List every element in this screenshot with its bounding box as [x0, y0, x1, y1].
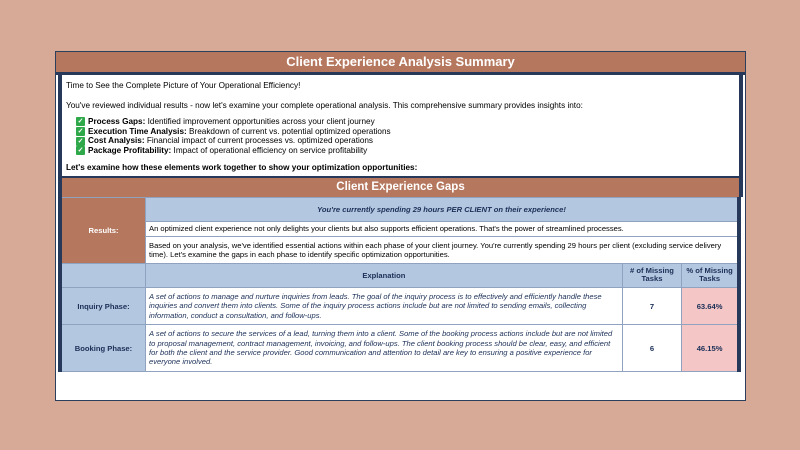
checkmark-icon: ✓: [77, 147, 84, 155]
checkmark-icon: ✓: [77, 137, 84, 145]
missing-count: 6: [622, 325, 681, 372]
results-intro-text: An optimized client experience not only delights your clients but also supports efficient operations. That's the power of streamlined processes.: [146, 222, 740, 236]
missing-count: 7: [622, 287, 681, 324]
missing-percent: 63.64%: [682, 287, 739, 324]
checkmark-icon: ✓: [77, 127, 84, 135]
list-item: ✓ Process Gaps: Identified improvement opportunities across your client journey: [77, 117, 375, 126]
results-headline: You're currently spending 29 hours PER CLIENT on their experience!: [146, 198, 740, 222]
list-item: ✓ Cost Analysis: Financial impact of current processes vs. optimized operations: [77, 136, 374, 146]
results-analysis-text: Based on your analysis, we've identified essential actions within each phase of your client journey. You're currently spending 29 hours per client (excluding service delivery time). Let's examine the gaps in each phase to identify specific optimization opportunities.: [146, 236, 740, 263]
phase-label: Booking Phase:: [60, 325, 146, 372]
analysis-sheet: [55, 51, 746, 401]
section-title-gaps: Client Experience Gaps: [58, 176, 743, 197]
missing-percent: 46.15%: [682, 325, 739, 372]
gaps-table: [58, 197, 741, 371]
page-title: Client Experience Analysis Summary: [56, 52, 745, 75]
intro-description: You've reviewed individual results - now let's examine your complete operational analysis. This comprehensive summary provides insights into:: [66, 101, 583, 110]
list-item: ✓ Execution Time Analysis: Breakdown of current vs. potential optimized operations: [77, 126, 391, 136]
list-item: ✓ Package Profitability: Impact of operational efficiency on service profitability: [77, 145, 368, 155]
phase-label: Inquiry Phase:: [60, 287, 146, 324]
header-pct-missing: % of Missing Tasks: [682, 263, 739, 287]
header-missing-tasks: # of Missing Tasks: [622, 263, 681, 287]
table-row: [60, 325, 739, 372]
phase-explanation: A set of actions to manage and nurture inquiries from leads. The goal of the inquiry process is to effectively and efficiently handle these inquiries and convert them into clients. Some of the inquiry process actions include but are not limited to sending emails, collecting information, conduct a consultation, and follow-ups.: [146, 287, 623, 324]
phase-explanation: A set of actions to secure the services of a lead, turning them into a client. Some of the booking process actions include but are not limited to proposal management, contract management, invoicing, and follow-ups. The client booking process should be clear, easy, and efficient for both the client and the service provider. Good communication and attention to detail are key to ensuring a positive experience for everyone involved.: [146, 325, 623, 372]
intro-section: [58, 75, 743, 176]
insight-list: [76, 117, 735, 155]
results-label: Results:: [60, 198, 146, 264]
header-explanation: Explanation: [146, 263, 623, 287]
intro-headline: Time to See the Complete Picture of Your Operational Efficiency!: [66, 81, 301, 90]
checkmark-icon: ✓: [77, 118, 84, 126]
header-blank: [60, 263, 146, 287]
table-row: [60, 287, 739, 324]
intro-closing: Let's examine how these elements work together to show your optimization opportunities:: [66, 163, 418, 173]
